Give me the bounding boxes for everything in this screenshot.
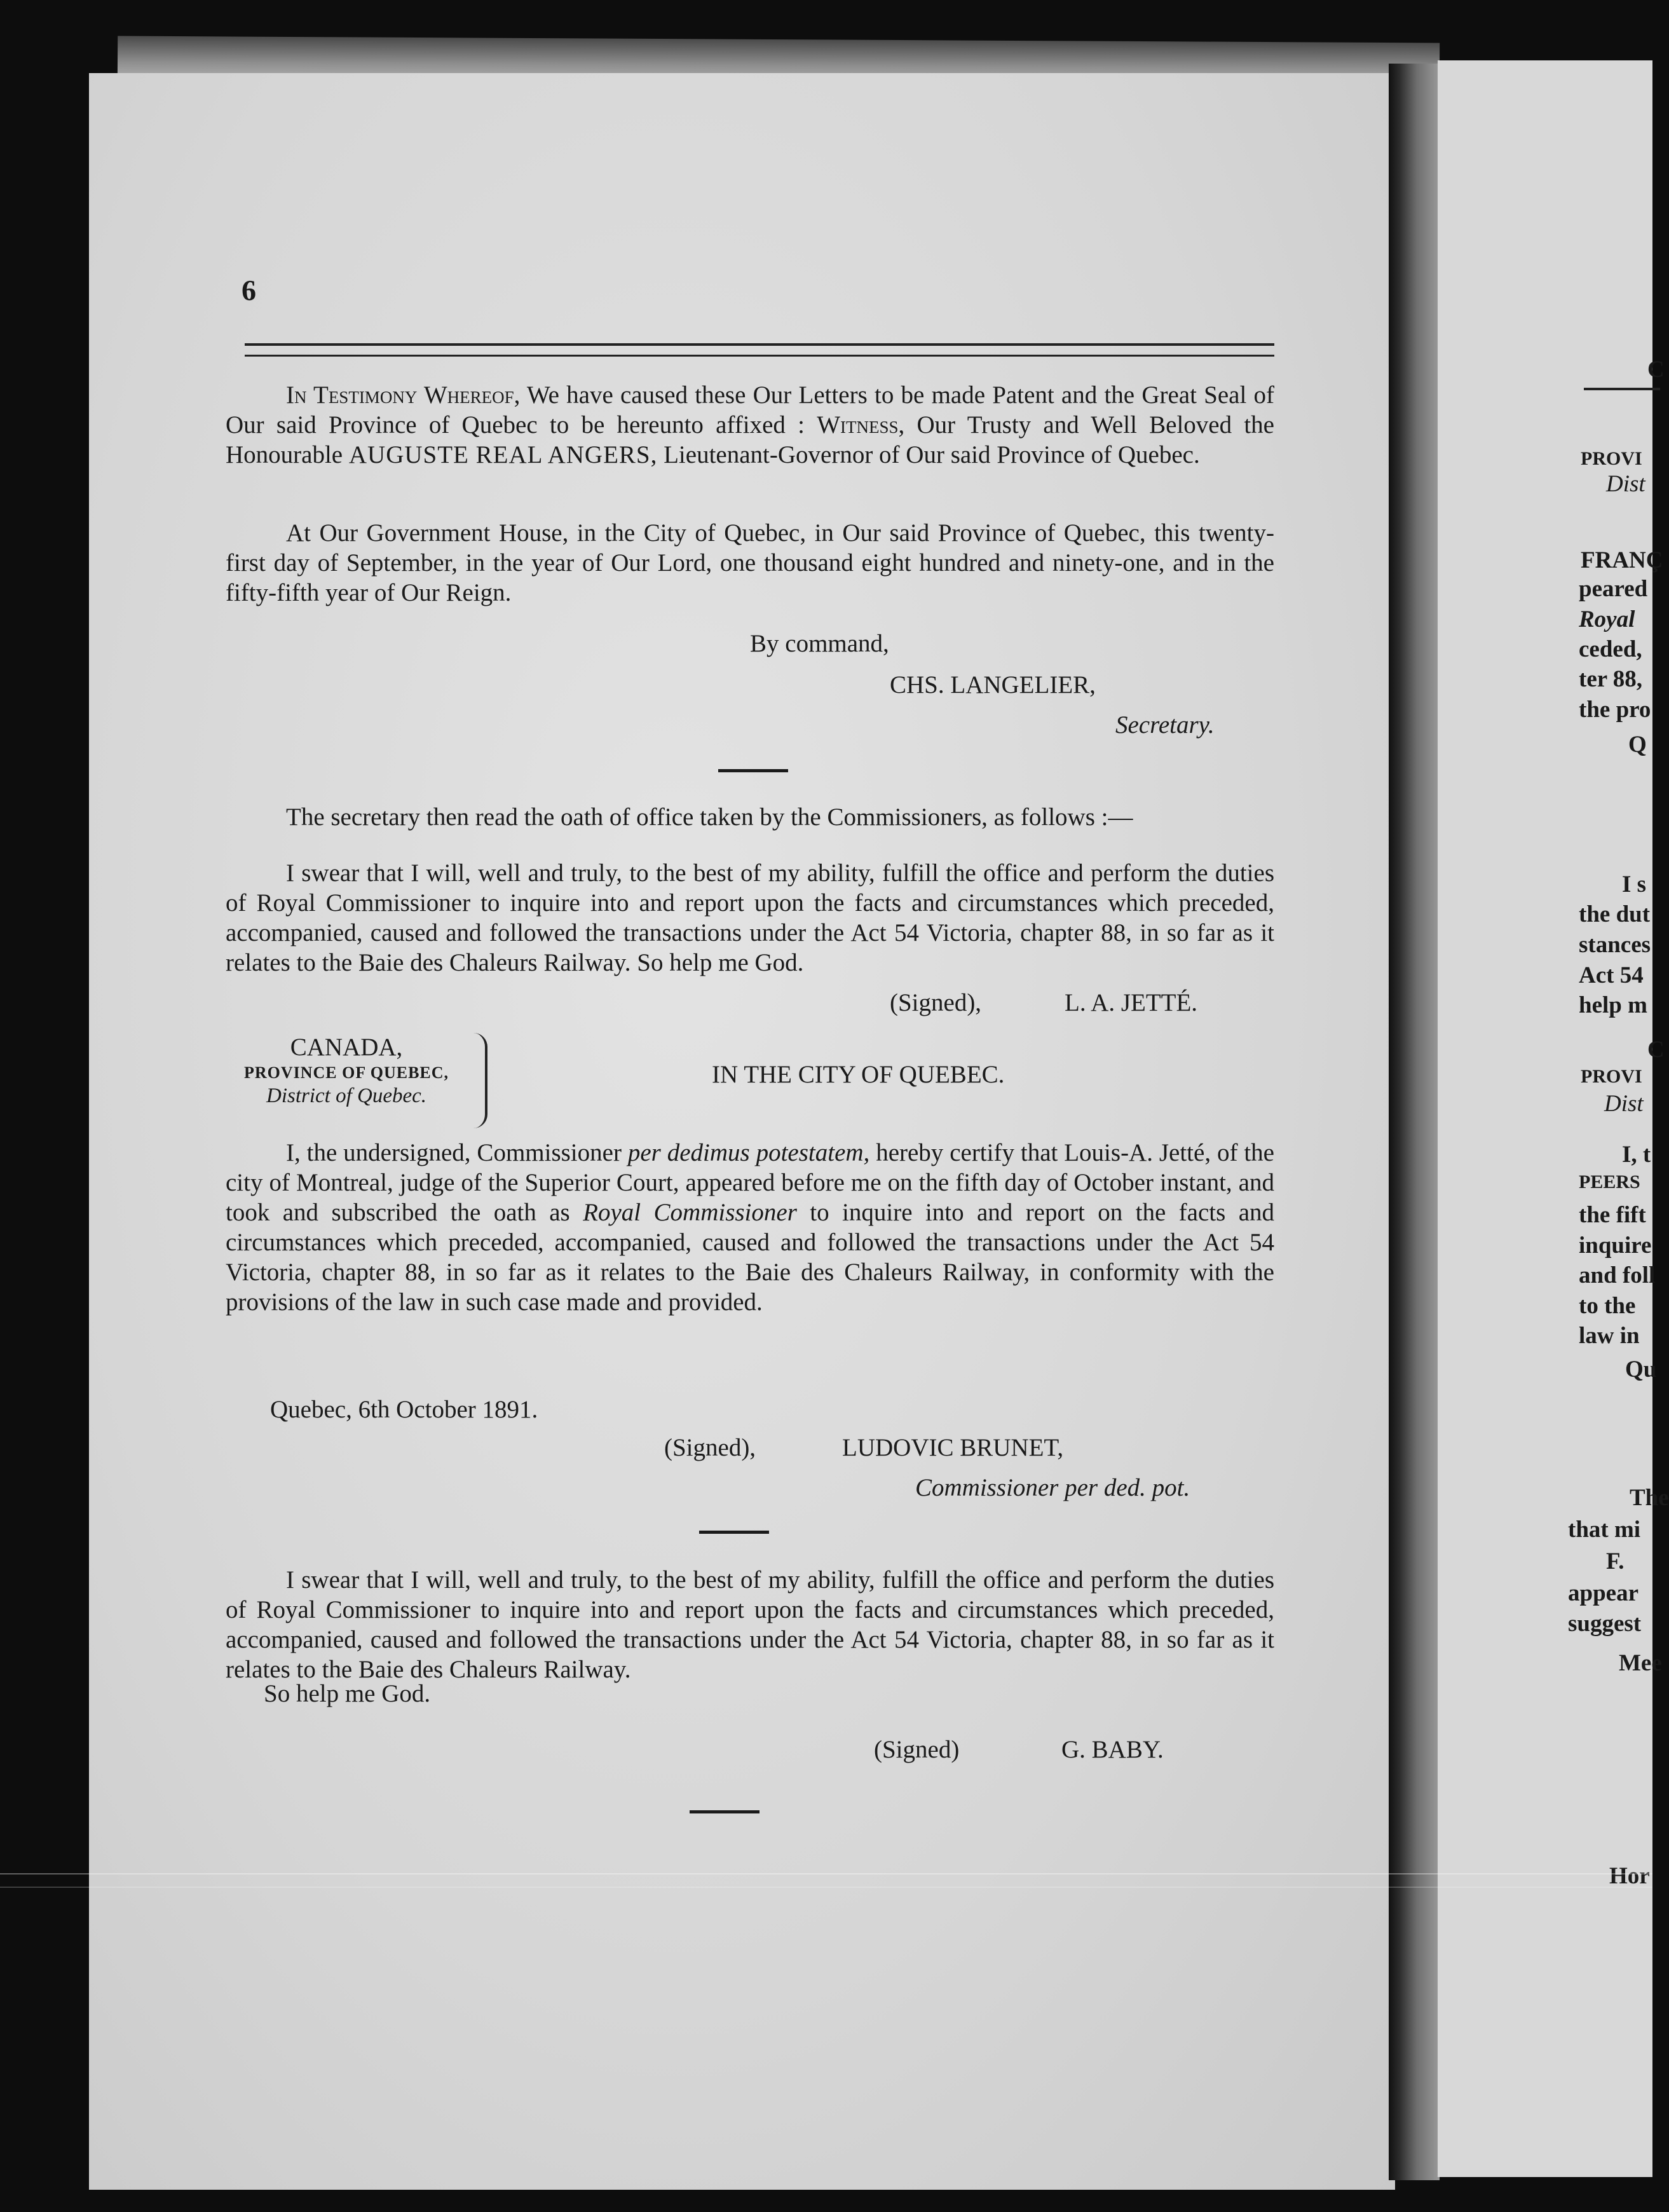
venue-province: PROVINCE OF QUEBEC, (243, 1063, 449, 1082)
facing-fragment: I s (1622, 871, 1647, 898)
facing-fragment: that mi (1568, 1517, 1641, 1543)
facing-fragment: Hor (1609, 1863, 1650, 1889)
secretary-name: CHS. LANGELIER, (890, 671, 1096, 699)
facing-fragment: Qu (1625, 1356, 1657, 1382)
certificate-text: I, the undersigned, Commissioner (286, 1139, 628, 1166)
facing-fragment: Royal (1579, 606, 1635, 632)
venue-block (229, 1033, 464, 1108)
testimony-lead: In Testimony Whereof, (286, 381, 521, 409)
scan-scratch-line (0, 1887, 1652, 1888)
signed-label: (Signed), (890, 989, 982, 1016)
letters-patent-text: We have caused these Our Letters to be made Patent and the Great Seal of Our said Province of Quebec to be hereunto affixed : (226, 381, 1274, 439)
facing-fragment: the pro (1579, 697, 1651, 723)
certificate-paragraph (226, 1138, 1274, 1317)
facing-fragment: Q (1628, 732, 1647, 758)
facing-fragment: Mee (1619, 1650, 1662, 1676)
oath-baby-closing: So help me God. (264, 1680, 431, 1707)
dedimus-phrase: per dedimus potestatem, (627, 1139, 870, 1166)
scan-scratch-line (0, 1873, 1652, 1874)
certificate-text: hereby certify that Louis-A. Jetté, of the city of Montreal, judge of the Superior Court, appeared before me on the fifth day of October instant, and took and subscribed the oath as (226, 1139, 1274, 1226)
facing-fragment: help m (1579, 992, 1647, 1018)
book-gutter (1389, 64, 1440, 2180)
governor-name: AUGUSTE REAL ANGERS, (348, 441, 658, 468)
facing-fragment: and foll (1579, 1262, 1656, 1288)
letters-patent-text: Our Trusty and Well Beloved the Honourable (226, 411, 1274, 468)
facing-fragment: inquire (1579, 1232, 1652, 1259)
section-rule (699, 1531, 769, 1534)
certificate-text: to inquire into and report on the facts and circumstances which preceded, accompanied, caused and followed the transactions under the Act 54 Victoria, chapter 88, in so far as it relates to the Baie des Chaleurs Railway, in conformity with the provisions of the law in such case made and provided. (226, 1199, 1275, 1316)
facing-rule (1584, 388, 1660, 390)
venue-city: IN THE CITY OF QUEBEC. (712, 1061, 1005, 1088)
facing-fragment: Dist (1606, 471, 1645, 497)
facing-fragment: the dut (1579, 901, 1651, 927)
facing-fragment: suggest (1568, 1611, 1642, 1637)
facing-fragment: appear (1568, 1580, 1638, 1606)
facing-fragment: PROVI (1581, 448, 1642, 469)
signed-label: (Signed), (664, 1434, 756, 1461)
facing-fragment: PROVI (1581, 1066, 1642, 1087)
signer-baby: G. BABY. (1061, 1736, 1164, 1763)
signer-jette: L. A. JETTÉ. (1065, 989, 1198, 1016)
facing-fragment: Dist (1604, 1091, 1644, 1117)
section-rule (718, 769, 788, 772)
facing-fragment: ceded, (1579, 636, 1642, 662)
witness-word: Witness, (817, 411, 905, 439)
facing-fragment: The (1630, 1485, 1669, 1511)
header-double-rule (245, 343, 1274, 357)
letters-patent-text: Lieutenant-Governor of Our said Province of Quebec. (657, 441, 1200, 468)
section-rule (690, 1810, 760, 1813)
venue-district: District of Quebec. (266, 1084, 427, 1107)
facing-fragment: I, t (1622, 1142, 1651, 1168)
facing-fragment: C (1647, 1037, 1665, 1063)
signer-brunet: LUDOVIC BRUNET, (842, 1434, 1064, 1461)
given-at-paragraph: At Our Government House, in the City of Quebec, in Our said Province of Quebec, this twenty-first day of September, in the year of Our Lord, one thousand eight hundred and ninety-one, and in the fifty-fifth year of Our Reign. (226, 519, 1274, 606)
by-command-text: By command, (750, 630, 889, 657)
facing-fragment: the fift (1579, 1202, 1646, 1228)
facing-fragment: law in (1579, 1323, 1640, 1349)
facing-fragment: peared (1579, 576, 1648, 602)
certificate-date: Quebec, 6th October 1891. (270, 1396, 538, 1423)
venue-brace (473, 1033, 487, 1128)
royal-commissioner-phrase: Royal Commissioner (583, 1199, 797, 1226)
facing-fragment: F. (1606, 1548, 1625, 1574)
facing-fragment: Act 54 (1579, 962, 1644, 988)
facing-fragment: C (1647, 357, 1665, 383)
oath-intro: The secretary then read the oath of office taken by the Commissioners, as follows :— (286, 803, 1133, 831)
facing-fragment: to the (1579, 1293, 1636, 1319)
page-number: 6 (242, 274, 256, 306)
facing-fragment: stances (1579, 932, 1651, 958)
signer-brunet-title: Commissioner per ded. pot. (915, 1474, 1190, 1501)
oath-baby-paragraph: I swear that I will, well and truly, to the best of my ability, fulfill the office and perform the duties of Royal Commissioner to inquire into and report upon the facts and circumstances which preceded, accompanied, caused and followed the transactions under the Act 54 Victoria, chapter 88, in so far as it relates to the Baie des Chaleurs Railway. (226, 1566, 1274, 1683)
facing-fragment: FRANÇ (1581, 547, 1663, 573)
facing-page (1438, 60, 1669, 2177)
facing-fragment: ter 88, (1579, 666, 1642, 692)
letters-patent-paragraph (226, 380, 1274, 470)
venue-country: CANADA, (290, 1034, 403, 1061)
facing-fragment: PEERS (1579, 1171, 1640, 1192)
oath-jette-paragraph: I swear that I will, well and truly, to the best of my ability, fulfill the office and perform the duties of Royal Commissioner to inquire into and report upon the facts and circumstances which preceded, accompanied, caused and followed the transactions under the Act 54 Victoria, chapter 88, in so far as it relates to the Baie des Chaleurs Railway. So help me God. (226, 859, 1274, 976)
signed-label: (Signed) (874, 1736, 960, 1763)
secretary-title: Secretary. (1115, 711, 1215, 739)
